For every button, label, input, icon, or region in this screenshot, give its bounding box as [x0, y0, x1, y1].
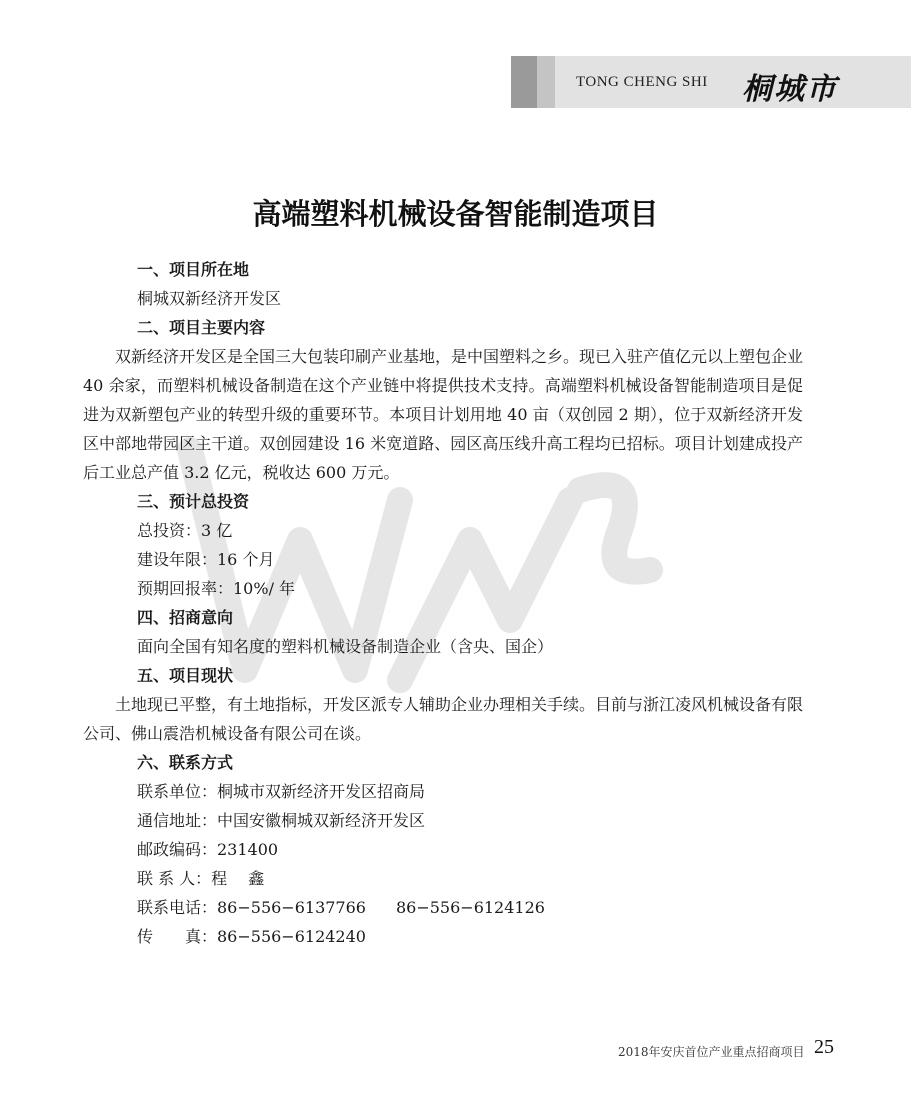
header-accent-dark: [511, 56, 537, 108]
section-heading-contact: 六、联系方式: [137, 753, 234, 772]
location-text: 桐城双新经济开发区: [137, 289, 282, 308]
investment-total: 总投资：3 亿: [137, 521, 233, 540]
contact-phone-1: 联系电话：86−556−6137766: [137, 898, 366, 917]
status-text: 土地现已平整，有土地指标，开发区派专人辅助企业办理相关手续。目前与浙江凌风机械设备有限公司、佛山震浩机械设备有限公司在谈。: [83, 695, 804, 743]
page-title: 高端塑料机械设备智能制造项目: [252, 197, 659, 231]
header-accent-light: [537, 56, 555, 108]
document-body: [83, 255, 803, 951]
investment-return: 预期回报率：10%/ 年: [137, 579, 296, 598]
contact-phone: [83, 893, 803, 922]
section-heading-intent: 四、招商意向: [137, 608, 234, 627]
header-city-latin: TONG CHENG SHI: [576, 74, 708, 90]
content-text: 双新经济开发区是全国三大包装印刷产业基地，是中国塑料之乡。现已入驻产值亿元以上塑包企业 40 余家，而塑料机械设备制造在这个产业链中将提供技术支持。高端塑料机械设备智能制造项目是促进为双新塑包产业的转型升级的重要环节。本项目计划用地 40 亩（双创园 2 期），位于双新经济开发区中部地带园区主干道。双创园建设 16 米宽道路、园区高压线升高工程均已招标。项目计划建成投产后工业总产值 3.2 亿元，税收达 600 万元。: [83, 347, 804, 482]
page-number: 25: [814, 1036, 834, 1058]
investment-period: 建设年限：16 个月: [137, 550, 275, 569]
header-band: [511, 56, 911, 108]
contact-phone-2: 86−556−6124126: [395, 898, 545, 917]
content-paragraph: [83, 342, 803, 487]
status-paragraph: [83, 690, 803, 748]
contact-fax: 传 真：86−556−6124240: [137, 927, 366, 946]
footer-caption: 2018年安庆首位产业重点招商项目: [618, 1045, 805, 1059]
section-heading-location: 一、项目所在地: [137, 260, 250, 279]
contact-postcode: 邮政编码：231400: [137, 840, 279, 859]
contact-person: 联 系 人：程 鑫: [137, 869, 265, 888]
section-heading-content: 二、项目主要内容: [137, 318, 266, 337]
contact-unit: 联系单位：桐城市双新经济开发区招商局: [137, 782, 426, 801]
header-city-chinese: 桐城市: [742, 72, 838, 107]
section-heading-status: 五、项目现状: [137, 666, 234, 685]
intent-text: 面向全国有知名度的塑料机械设备制造企业（含央、国企）: [137, 637, 554, 656]
section-heading-investment: 三、预计总投资: [137, 492, 250, 511]
contact-address: 通信地址：中国安徽桐城双新经济开发区: [137, 811, 426, 830]
